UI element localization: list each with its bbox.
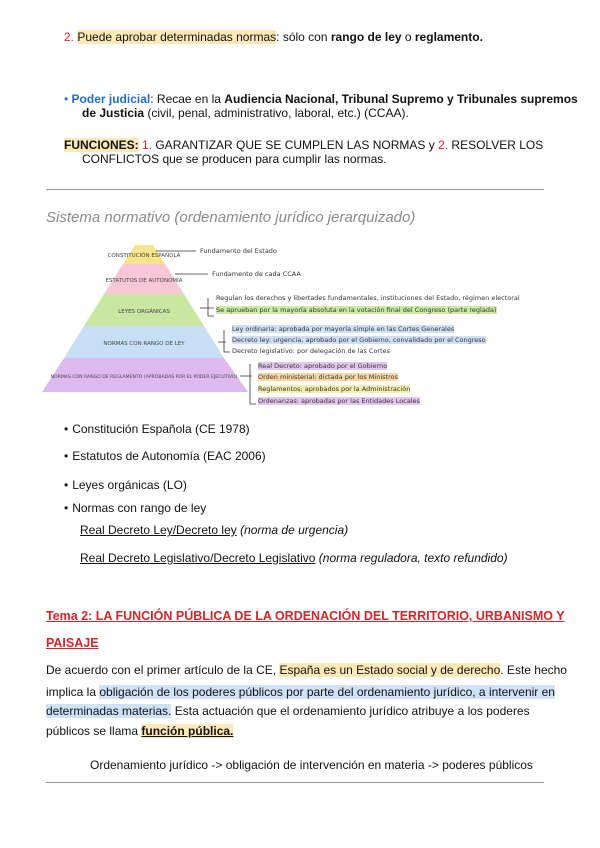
pyramid-note-4b [232, 336, 486, 344]
pyramid-note-5a-text: Real Decreto: aprobado por el Gobierno [258, 362, 388, 370]
poder-bold-2: de Justicia [82, 106, 145, 120]
list-item-lo [64, 478, 187, 492]
pyramid-note-5b-text: Orden ministerial: dictada por los Ministros [258, 373, 398, 381]
para-l2a: implica la [46, 685, 100, 699]
tema-2-heading-line-2: PAISAJE [46, 636, 99, 650]
list-item-lo-text: Leyes orgánicas (LO) [72, 478, 187, 492]
para-l1a: De acuerdo con el primer artículo de la CE, [46, 663, 280, 677]
pyramid-note-5d [258, 397, 420, 405]
pyramid-note-5b [258, 373, 398, 381]
rdl-line [80, 523, 348, 537]
connector-3 [200, 298, 214, 316]
divider-2 [46, 782, 544, 783]
point-2-line [64, 30, 483, 44]
para-l4a: públicos se llama [46, 724, 142, 738]
pyramid-levels [42, 245, 248, 392]
pyramid-note-4a [232, 325, 454, 333]
para-l4b: función pública. [141, 724, 234, 738]
poder-post: (civil, penal, administrativo, laboral, etc.) (CCAA). [144, 106, 409, 120]
para-l1c: . Este hecho [500, 663, 567, 677]
rdleg-line [80, 551, 508, 565]
connector-5 [240, 364, 256, 404]
para-l3a: determinadas materias. [46, 704, 172, 718]
list-item-eac-text: Estatutos de Autonomía (EAC 2006) [72, 449, 266, 463]
poder-judicial-line-2 [82, 106, 409, 120]
funciones-label: FUNCIONES: [64, 138, 139, 152]
list-item-ce [64, 422, 250, 436]
point-2-mid: o [401, 30, 415, 44]
rdleg-link-text: Real Decreto Legislativo/Decreto Legislativo [80, 551, 316, 565]
pyramid-label-3: LEYES ORGÁNICAS [118, 309, 170, 315]
sistema-normativo-title: Sistema normativo (ordenamiento jurídico jerarquizado) [46, 209, 416, 226]
para-l2b: obligación de los poderes públicos por parte del ordenamiento jurídico, a intervenir en [99, 685, 555, 699]
pyramid-note-5d-text: Ordenanzas: aprobadas por las Entidades Locales [258, 397, 420, 405]
tema-2-heading-line-1: Tema 2: LA FUNCIÓN PÚBLICA DE LA ORDENACIÓN DEL TERRITORIO, URBANISMO Y [46, 609, 565, 623]
funciones-line-2: CONFLICTOS que se producen para cumplir las normas. [82, 152, 387, 166]
pyramid-label-1: CONSTITUCIÓN ESPAÑOLA [107, 253, 181, 259]
point-2-colon: : sólo con [276, 30, 331, 44]
poder-pre: : Recae en la [150, 92, 225, 106]
flow-line: Ordenamiento jurídico -> obligación de intervención en materia -> poderes públicos [90, 758, 533, 772]
pyramid-note-3a: Regulan los derechos y libertades fundamentales, instituciones del Estado, régimen electoral [216, 294, 520, 302]
funciones-t2: RESOLVER LOS [448, 138, 544, 152]
point-2-bold-reglamento: reglamento. [414, 30, 483, 44]
rdl-link-text: Real Decreto Ley/Decreto ley [80, 523, 237, 537]
pyramid-note-3b-text: Se aprueban por la mayoría absoluta en la votación final del Congreso (parte reglada) [216, 306, 497, 314]
funciones-n2: 2. [438, 138, 449, 152]
funciones-n1: 1. [138, 138, 153, 152]
poder-judicial-line-1 [64, 92, 578, 106]
poder-bullet: • [64, 92, 72, 106]
pyramid-label-2: ESTATUTOS DE AUTONOMÍA [105, 278, 183, 284]
funciones-t1: GARANTIZAR QUE SE CUMPLEN LAS NORMAS y [152, 138, 439, 152]
rdleg-note: (norma reguladora, texto refundido) [315, 551, 508, 565]
pyramid-note-4b-text: Decreto ley: urgencia, aprobado por el Gobierno, convalidado por el Congreso [232, 336, 486, 344]
pyramid-note-1: Fundamento del Estado [200, 247, 277, 255]
rdl-note: (norma de urgencia) [236, 523, 349, 537]
pyramid-note-5a [258, 362, 387, 370]
para-line-4 [46, 724, 233, 738]
point-2-bold-ley: rango de ley [330, 30, 402, 44]
poder-bold-1: Audiencia Nacional, Tribunal Supremo y Tribunales supremos [224, 92, 578, 106]
pyramid-label-4: NORMAS CON RANGO DE LEY [103, 341, 185, 347]
para-line-3 [46, 704, 530, 718]
funciones-line-1 [64, 138, 543, 152]
divider-1 [46, 189, 544, 190]
para-l3b: Esta actuación que el ordenamiento jurídico atribuye a los poderes [171, 704, 530, 718]
poder-judicial-title: Poder judicial [71, 92, 151, 106]
pyramid-note-4a-text: Ley ordinaria: aprobada por mayoría simple en las Cortes Generales [232, 325, 455, 333]
point-2-number: 2. [64, 30, 75, 44]
list-item-normas [64, 501, 206, 515]
pyramid-note-2: Fundamento de cada CCAA [212, 270, 301, 278]
para-line-2 [46, 685, 555, 699]
pyramid-note-5c-text: Reglamentos: aprobados por la Administración [258, 385, 411, 393]
list-item-ce-text: Constitución Española (CE 1978) [72, 422, 250, 436]
point-2-text: Puede aprobar determinadas normas [77, 30, 277, 44]
list-item-eac [64, 449, 266, 463]
connector-4 [218, 330, 230, 352]
pyramid-note-4c: Decreto legislativo: por delegación de las Cortes [232, 347, 391, 355]
para-l1b: España es un Estado social y de derecho [279, 663, 501, 677]
pyramid-note-3b [216, 306, 497, 314]
pyramid-note-5c [258, 385, 410, 393]
para-line-1 [46, 663, 567, 677]
list-item-normas-text: Normas con rango de ley [72, 501, 207, 515]
pyramid-label-5: NORMAS CON RANGO DE REGLAMENTO (APROBADAS POR EL PODER EJECUTIVO) [50, 375, 238, 380]
